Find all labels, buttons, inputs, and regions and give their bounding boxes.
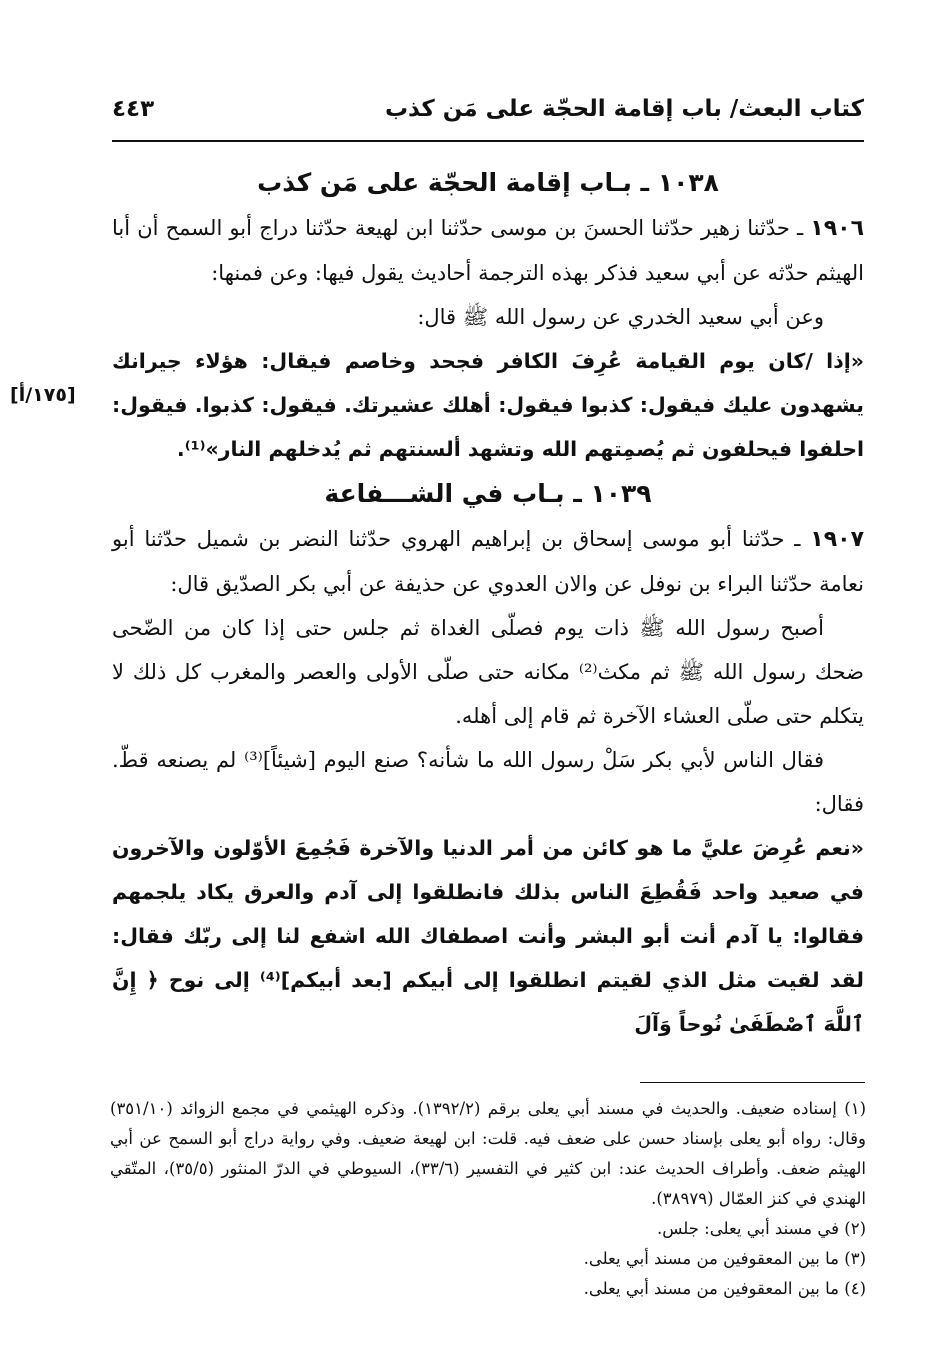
chapter-heading-1038: ١٠٣٨ ـ بـاب إقامة الحجّة على مَن كذب bbox=[257, 168, 719, 197]
hadith-number-1906: ١٩٠٦ bbox=[810, 216, 864, 241]
hadith-1907-isnad-text: ـ حدّثنا أبو موسى إسحاق بن إبراهيم الهروي حدّثنا النضر بن شميل حدّثنا أبو نعامة حدّثنا البراء بن نوفل عن والان العدوي عن حذيفة عن أبي بكر الصدّيق قال: bbox=[112, 527, 864, 596]
page-number: ٤٤٣ bbox=[112, 96, 155, 122]
running-header-title: كتاب البعث/ باب إقامة الحجّة على مَن كذب bbox=[384, 96, 864, 122]
footnote-separator bbox=[640, 1082, 865, 1083]
running-header bbox=[112, 96, 864, 142]
hadith-1906-matn: «إذا /كان يوم القيامة عُرِفَ الكافر فجحد وخاصم فيقال: هؤلاء جيرانك يشهدون عليك فيقول: كذبوا فيقول: أهلك عشيرتك. فيقول: كذبوا. فيقول: احلفوا فيحلفون ثم يُصمِتهم الله وتشهد ألسنتهم ثم يُدخلهم النار»⁽¹⁾. bbox=[112, 349, 864, 461]
footnote-4: (٤) ما بين المعقوفين من مسند أبي يعلى. bbox=[583, 1279, 866, 1298]
hadith-1907-isnad bbox=[112, 517, 864, 606]
footnote-3: (٣) ما بين المعقوفين من مسند أبي يعلى. bbox=[583, 1249, 866, 1268]
footnote-2: (٢) في مسند أبي يعلى: جلس. bbox=[656, 1219, 866, 1238]
hadith-1906-isnad bbox=[112, 206, 864, 295]
main-text bbox=[112, 160, 864, 1046]
hadith-1907-paragraph-2: فقال الناس لأبي بكر سَلْ رسول الله ما شأنه؟ صنع اليوم [شيئاً]⁽³⁾ لم يصنعه قطّ. فقال: bbox=[112, 748, 864, 816]
chapter-heading-1039: ١٠٣٩ ـ بـاب في الشـــفاعة bbox=[324, 479, 652, 508]
manuscript-folio-marker: [١٧٥/أ] bbox=[10, 384, 76, 406]
hadith-1906-isnad-text: ـ حدّثنا زهير حدّثنا الحسنَ بن موسى حدّثنا ابن لهيعة حدّثنا دراج أبو السمح أن أبا الهيثم حدّثه عن أبي سعيد فذكر بهذه الترجمة أحاديث يقول فيها: وعن فمنها: bbox=[112, 216, 864, 285]
hadith-1906-intro: وعن أبي سعيد الخدري عن رسول الله ﷺ قال: bbox=[417, 305, 824, 329]
hadith-1907-matn: «نعم عُرِضَ عليَّ ما هو كائن من أمر الدنيا والآخرة فَجُمِعَ الأوّلون والآخرون في صعيد واحد فَقُطِعَ الناس بذلك فانطلقوا إلى آدم والعرق يكاد يلجمهم فقالوا: يا آدم أنت أبو البشر وأنت اصطفاك الله اشفع لنا إلى ربّك فقال: لقد لقيت مثل الذي لقيتم انطلقوا إلى أبيكم [بعد أبيكم]⁽⁴⁾ إلى نوح ﴿ إِنَّ ٱللَّهَ ٱصْطَفَىٰ نُوحاً وَآلَ bbox=[112, 836, 864, 1036]
hadith-number-1907: ١٩٠٧ bbox=[810, 527, 864, 552]
footnotes bbox=[110, 1094, 866, 1304]
hadith-1907-paragraph-1: أصبح رسول الله ﷺ ذات يوم فصلّى الغداة ثم جلس حتى إذا كان من الضّحى ضحك رسول الله ﷺ ثم مكث⁽²⁾ مكانه حتى صلّى الأولى والعصر والمغرب كل ذلك لا يتكلم حتى صلّى العشاء الآخرة ثم قام إلى أهله. bbox=[112, 616, 864, 728]
footnote-1: (١) إسناده ضعيف. والحديث في مسند أبي يعلى برقم (١٣٩٢/٢). وذكره الهيثمي في مجمع الزوائد (٣٥١/١٠) وقال: رواه أبو يعلى بإسناد حسن على ضعف فيه. قلت: ابن لهيعة ضعيف. وفي رواية دراج أبو السمح عن أبي الهيثم ضعف. وأطراف الحديث عند: ابن كثير في التفسير (٣٣/٦)، السيوطي في الدرّ المنثور (٣٥/٥)، المتّقي الهندي في كنز العمّال (٣٨٩٧٩). bbox=[110, 1099, 866, 1208]
